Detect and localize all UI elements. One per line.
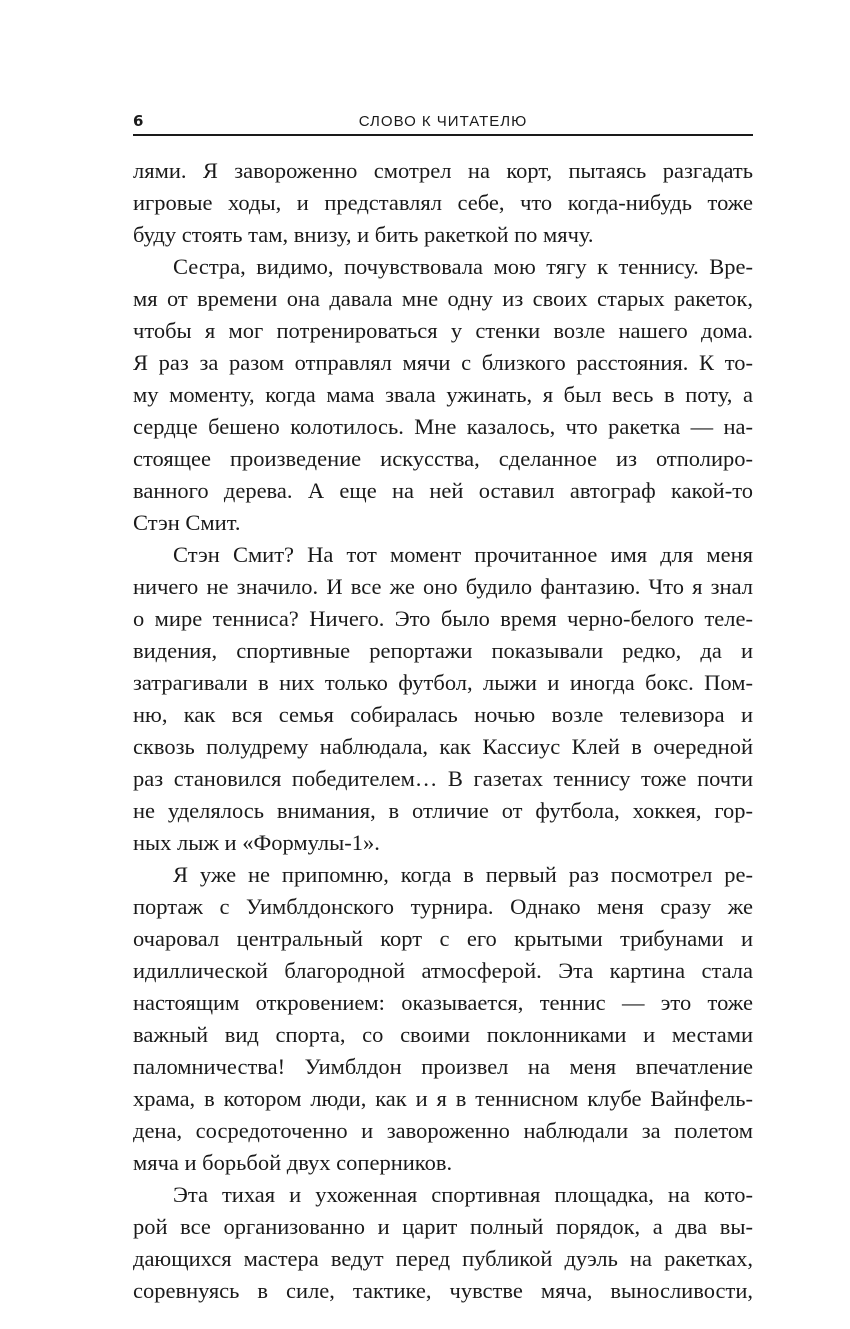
text-line: рой все организованно и царит полный порядок, а два вы- — [133, 1214, 753, 1239]
text-line: портаж с Уимблдонского турнира. Однако меня сразу же — [133, 894, 753, 919]
text-line: Стэн Смит. — [133, 510, 241, 535]
text-line: дающихся мастера ведут перед публикой дуэль на ракетках, — [133, 1246, 753, 1271]
text-line: буду стоять там, внизу, и бить ракеткой по мячу. — [133, 222, 594, 247]
text-line: ню, как вся семья собиралась ночью возле телевизора и — [133, 702, 753, 727]
text-line: Я раз за разом отправлял мячи с близкого расстояния. К то- — [133, 350, 753, 375]
text-line: Я уже не припомню, когда в первый раз посмотрел ре- — [173, 862, 753, 887]
text-line: ных лыж и «Формулы-1». — [133, 830, 380, 855]
text-line: сердце бешено колотилось. Мне казалось, что ракетка — на- — [133, 414, 753, 439]
running-header — [133, 110, 753, 136]
paragraph-5 — [133, 1179, 753, 1307]
text-line: мяча и борьбой двух соперников. — [133, 1150, 453, 1175]
text-line: Эта тихая и ухоженная спортивная площадка, на кото- — [173, 1182, 753, 1207]
text-line: паломничества! Уимблдон произвел на меня впечатление — [133, 1054, 753, 1079]
text-line: соревнуясь в силе, тактике, чувстве мяча, выносливости, — [133, 1278, 753, 1303]
text-line: игровые ходы, и представлял себе, что когда-нибудь тоже — [133, 190, 753, 215]
text-line: очаровал центральный корт с его крытыми трибунами и — [133, 926, 753, 951]
paragraph-2 — [133, 251, 753, 539]
text-line: чтобы я мог потренироваться у стенки возле нашего дома. — [133, 318, 753, 343]
text-line: идиллической благородной атмосферой. Эта картина стала — [133, 958, 753, 983]
text-line: ванного дерева. А еще на ней оставил автограф какой-то — [133, 478, 753, 503]
text-line: Стэн Смит? На тот момент прочитанное имя для меня — [173, 542, 753, 567]
text-line: храма, в котором люди, как и я в теннисном клубе Вайнфель- — [133, 1086, 753, 1111]
text-line: му моменту, когда мама звала ужинать, я был весь в поту, а — [133, 382, 753, 407]
body-text — [133, 155, 753, 1307]
paragraph-1 — [133, 155, 753, 251]
text-line: важный вид спорта, со своими поклонниками и местами — [133, 1022, 753, 1047]
text-line: мя от времени она давала мне одну из своих старых ракеток, — [133, 286, 753, 311]
text-line: настоящим откровением: оказывается, теннис — это тоже — [133, 990, 753, 1015]
text-line: видения, спортивные репортажи показывали редко, да и — [133, 638, 753, 663]
text-line: затрагивали в них только футбол, лыжи и иногда бокс. Пом- — [133, 670, 753, 695]
running-title: СЛОВО К ЧИТАТЕЛЮ — [358, 113, 528, 130]
text-line: не уделялось внимания, в отличие от футбола, хоккея, гор- — [133, 798, 753, 823]
page-number: 6 — [133, 112, 144, 130]
text-line: раз становился победителем… В газетах теннису тоже почти — [133, 766, 753, 791]
text-line: ничего не значило. И все же оно будило фантазию. Что я знал — [133, 574, 753, 599]
text-line: о мире тенниса? Ничего. Это было время черно-белого теле- — [133, 606, 753, 631]
text-line: сквозь полудрему наблюдала, как Кассиус Клей в очередной — [133, 734, 753, 759]
text-line: Сестра, видимо, почувствовала мою тягу к теннису. Вре- — [173, 254, 753, 279]
paragraph-3 — [133, 539, 753, 859]
paragraph-4 — [133, 859, 753, 1179]
text-line: стоящее произведение искусства, сделанное из отполиро- — [133, 446, 753, 471]
text-line: дена, сосредоточенно и завороженно наблюдали за полетом — [133, 1118, 753, 1143]
text-line: лями. Я завороженно смотрел на корт, пытаясь разгадать — [133, 158, 753, 183]
